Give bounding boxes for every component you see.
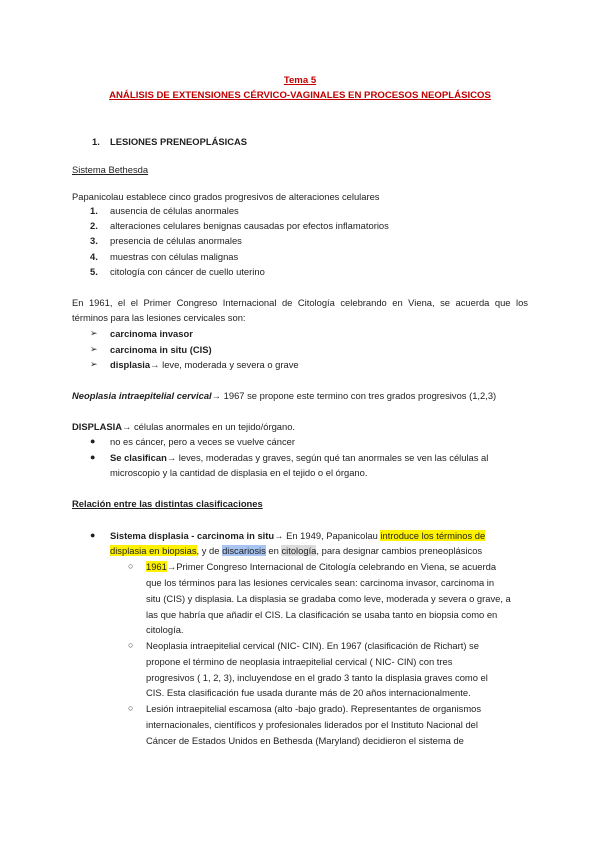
arrow-bullet-icon: ➢ bbox=[90, 359, 98, 369]
relacion-main-line-1 bbox=[110, 530, 485, 541]
sub1-line-1 bbox=[146, 561, 496, 572]
page-title: ANÁLISIS DE EXTENSIONES CÉRVICO-VAGINALES EN PROCESOS NEOPLÁSICOS bbox=[109, 90, 491, 101]
displasia-term: DISPLASIA bbox=[72, 421, 123, 432]
term-rest: → leves, moderadas y graves, según qué tan anormales se ven las células al bbox=[166, 452, 489, 463]
sub1-line-3: situ (CIS) y displasia. La displasia se gradaba como leve, moderada y severa o grave, a bbox=[146, 593, 511, 604]
list-number: 5. bbox=[90, 266, 98, 277]
sub1-line-2: que los términos para las lesiones cervicales sean: carcinoma invasor, carcinoma in bbox=[146, 577, 495, 588]
list-item bbox=[110, 359, 299, 370]
relacion-main-line-2 bbox=[110, 545, 482, 556]
list-item: no es cáncer, pero a veces se vuelve cáncer bbox=[110, 436, 295, 447]
list-item: ausencia de células anormales bbox=[110, 205, 239, 216]
bethesda-heading: Sistema Bethesda bbox=[72, 164, 149, 175]
bullet-icon: ● bbox=[90, 436, 96, 446]
list-item: carcinoma in situ (CIS) bbox=[110, 344, 212, 355]
list-item bbox=[110, 452, 488, 463]
arrow-bullet-icon: ➢ bbox=[90, 328, 98, 338]
list-number: 4. bbox=[90, 251, 98, 262]
list-number: 1. bbox=[90, 205, 98, 216]
bullet-icon: ● bbox=[90, 452, 96, 462]
highlighted-year: 1961 bbox=[146, 561, 167, 572]
list-item: alteraciones celulares benignas causadas por efectos inflamatorios bbox=[110, 220, 389, 231]
list-item-continuation: microscopio y la cantidad de displasia en el tejido o el órgano. bbox=[110, 467, 368, 478]
bethesda-intro: Papanicolau establece cinco grados progresivos de alteraciones celulares bbox=[72, 191, 380, 202]
list-number: 3. bbox=[90, 235, 98, 246]
sub3-line-3: Cáncer de Estados Unidos en Bethesda (Maryland) decidieron el sistema de bbox=[146, 735, 464, 746]
list-item: citología con cáncer de cuello uterino bbox=[110, 266, 265, 277]
neoplasia-paragraph bbox=[72, 390, 496, 401]
term-bold: Sistema displasia - carcinoma in situ bbox=[110, 530, 275, 541]
displasia-text: → células anormales en un tejido/órgano. bbox=[122, 421, 296, 432]
highlighted-text: discariosis bbox=[222, 545, 266, 556]
term-bold: displasia bbox=[110, 359, 151, 370]
highlighted-text: introduce los términos de bbox=[380, 530, 486, 541]
text-run: →Primer Congreso Internacional de Citología celebrando en Viena, se acuerda bbox=[166, 561, 497, 572]
sub2-line-1: Neoplasia intraepitelial cervical (NIC- CIN). En 1967 (clasificación de Richart) se bbox=[146, 640, 479, 651]
neoplasia-term: Neoplasia intraepitelial cervical bbox=[72, 390, 212, 401]
bullet-icon: ● bbox=[90, 530, 96, 540]
list-item: carcinoma invasor bbox=[110, 328, 193, 339]
list-number: 2. bbox=[90, 220, 98, 231]
text-run: , y de bbox=[196, 545, 223, 556]
congreso-line-1: En 1961, el el Primer Congreso Internacional de Citología celebrando en Viena, se acuerda que los bbox=[72, 297, 528, 308]
sub2-line-2: propone el término de neoplasia intraepitelial cervical ( NIC- CIN) con tres bbox=[146, 656, 453, 667]
circle-bullet-icon: ○ bbox=[128, 561, 134, 571]
highlighted-text: citología bbox=[281, 545, 317, 556]
list-item: muestras con células malignas bbox=[110, 251, 239, 262]
sub3-line-2: internacionales, científicos y profesionales liderados por el Instituto Nacional del bbox=[146, 719, 478, 730]
text-run: , para designar cambios preneoplásicos bbox=[316, 545, 483, 556]
tema-label: Tema 5 bbox=[283, 75, 317, 86]
sub1-line-5: citología. bbox=[146, 624, 184, 635]
arrow-bullet-icon: ➢ bbox=[90, 344, 98, 354]
sub1-line-4: las que habría que añadir el CIS. La clasificación se usaba tanto en biopsia como en bbox=[146, 609, 498, 620]
sub2-line-4: CIS. Esta clasificación fue usada durante más de 20 años internacionalmente. bbox=[146, 687, 471, 698]
section-title: LESIONES PRENEOPLÁSICAS bbox=[110, 136, 248, 147]
section-number: 1. bbox=[92, 136, 100, 147]
congreso-line-2: términos para las lesiones cervicales son: bbox=[72, 312, 246, 323]
relacion-heading: Relación entre las distintas clasificaciones bbox=[72, 498, 263, 509]
text-run: → En 1949, Papanicolau bbox=[274, 530, 381, 541]
highlighted-text: displasia en biopsias bbox=[110, 545, 197, 556]
list-item: presencia de células anormales bbox=[110, 235, 242, 246]
circle-bullet-icon: ○ bbox=[128, 703, 134, 713]
sub2-line-3: progresivos ( 1, 2, 3), incluyendose en el grado 3 tanto la displasia graves como el bbox=[146, 672, 488, 683]
sub3-line-1: Lesión intraepitelial escamosa (alto -bajo grado). Representantes de organismos bbox=[146, 703, 482, 714]
term-rest: → leve, moderada y severa o grave bbox=[150, 359, 299, 370]
text-run: en bbox=[265, 545, 282, 556]
circle-bullet-icon: ○ bbox=[128, 640, 134, 650]
term-bold: Se clasifican bbox=[110, 452, 167, 463]
displasia-paragraph bbox=[72, 421, 295, 432]
neoplasia-text: → 1967 se propone este termino con tres grados progresivos (1,2,3) bbox=[211, 390, 497, 401]
